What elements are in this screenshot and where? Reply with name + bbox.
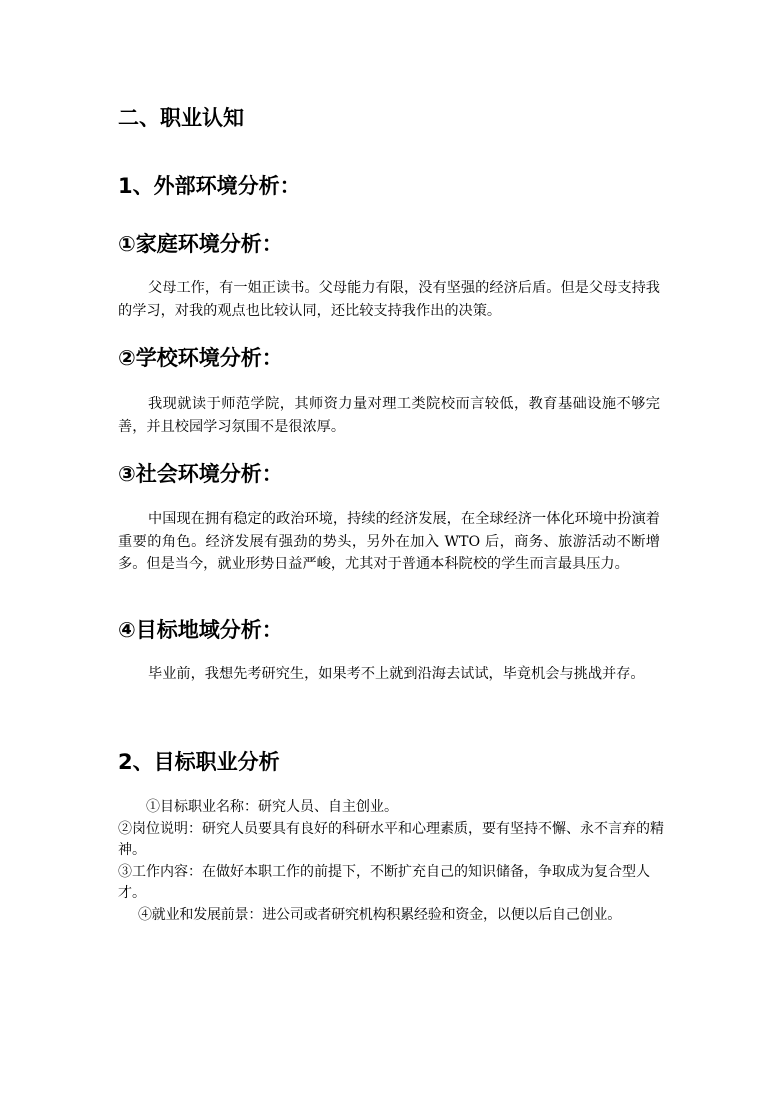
target-region-heading: ④目标地域分析：	[118, 618, 283, 642]
list-item: ①目标职业名称：研究人员、自主创业。	[146, 799, 398, 815]
list-item: ③工作内容：在做好本职工作的前提下，不断扩充自己的知识储备，争取成为复合型人才。	[118, 863, 650, 901]
external-analysis-heading: 1、外部环境分析：	[118, 174, 301, 198]
family-environment-heading: ①家庭环境分析：	[118, 232, 283, 256]
list-item: ④就业和发展前景：进公司或者研究机构积累经验和资金，以便以后自己创业。	[138, 906, 621, 923]
society-environment-paragraph: 中国现在拥有稳定的政治环境，持续的经济发展，在全球经济一体化环境中扮演着重要的角色。经济发展有强劲的势头，另外在加入 WTO 后，商务、旅游活动不断增多。但是当今，就业形势日益严峻，尤其对于普通本科院校的学生而言最具压力。	[118, 511, 660, 572]
list-item: ②岗位说明：研究人员要具有良好的科研水平和心理素质，要有坚持不懈、永不言弃的精神。	[118, 820, 664, 858]
school-environment-heading: ②学校环境分析：	[118, 346, 283, 370]
family-environment-paragraph: 父母工作，有一姐正读书。父母能力有限，没有坚强的经济后盾。但是父母支持我的学习，对我的观点也比较认同，还比较支持我作出的决策。	[118, 280, 660, 319]
target-region-paragraph: 毕业前，我想先考研究生，如果考不上就到沿海去试试，毕竟机会与挑战并存。	[148, 666, 645, 682]
target-career-list	[118, 797, 664, 926]
target-career-heading: 2、目标职业分析	[118, 750, 280, 774]
society-environment-heading: ③社会环境分析：	[118, 462, 283, 486]
school-environment-paragraph: 我现就读于师范学院，其师资力量对理工类院校而言较低，教育基础设施不够完善，并且校园学习氛围不是很浓厚。	[118, 396, 660, 435]
section-title: 二、职业认知	[118, 106, 244, 130]
